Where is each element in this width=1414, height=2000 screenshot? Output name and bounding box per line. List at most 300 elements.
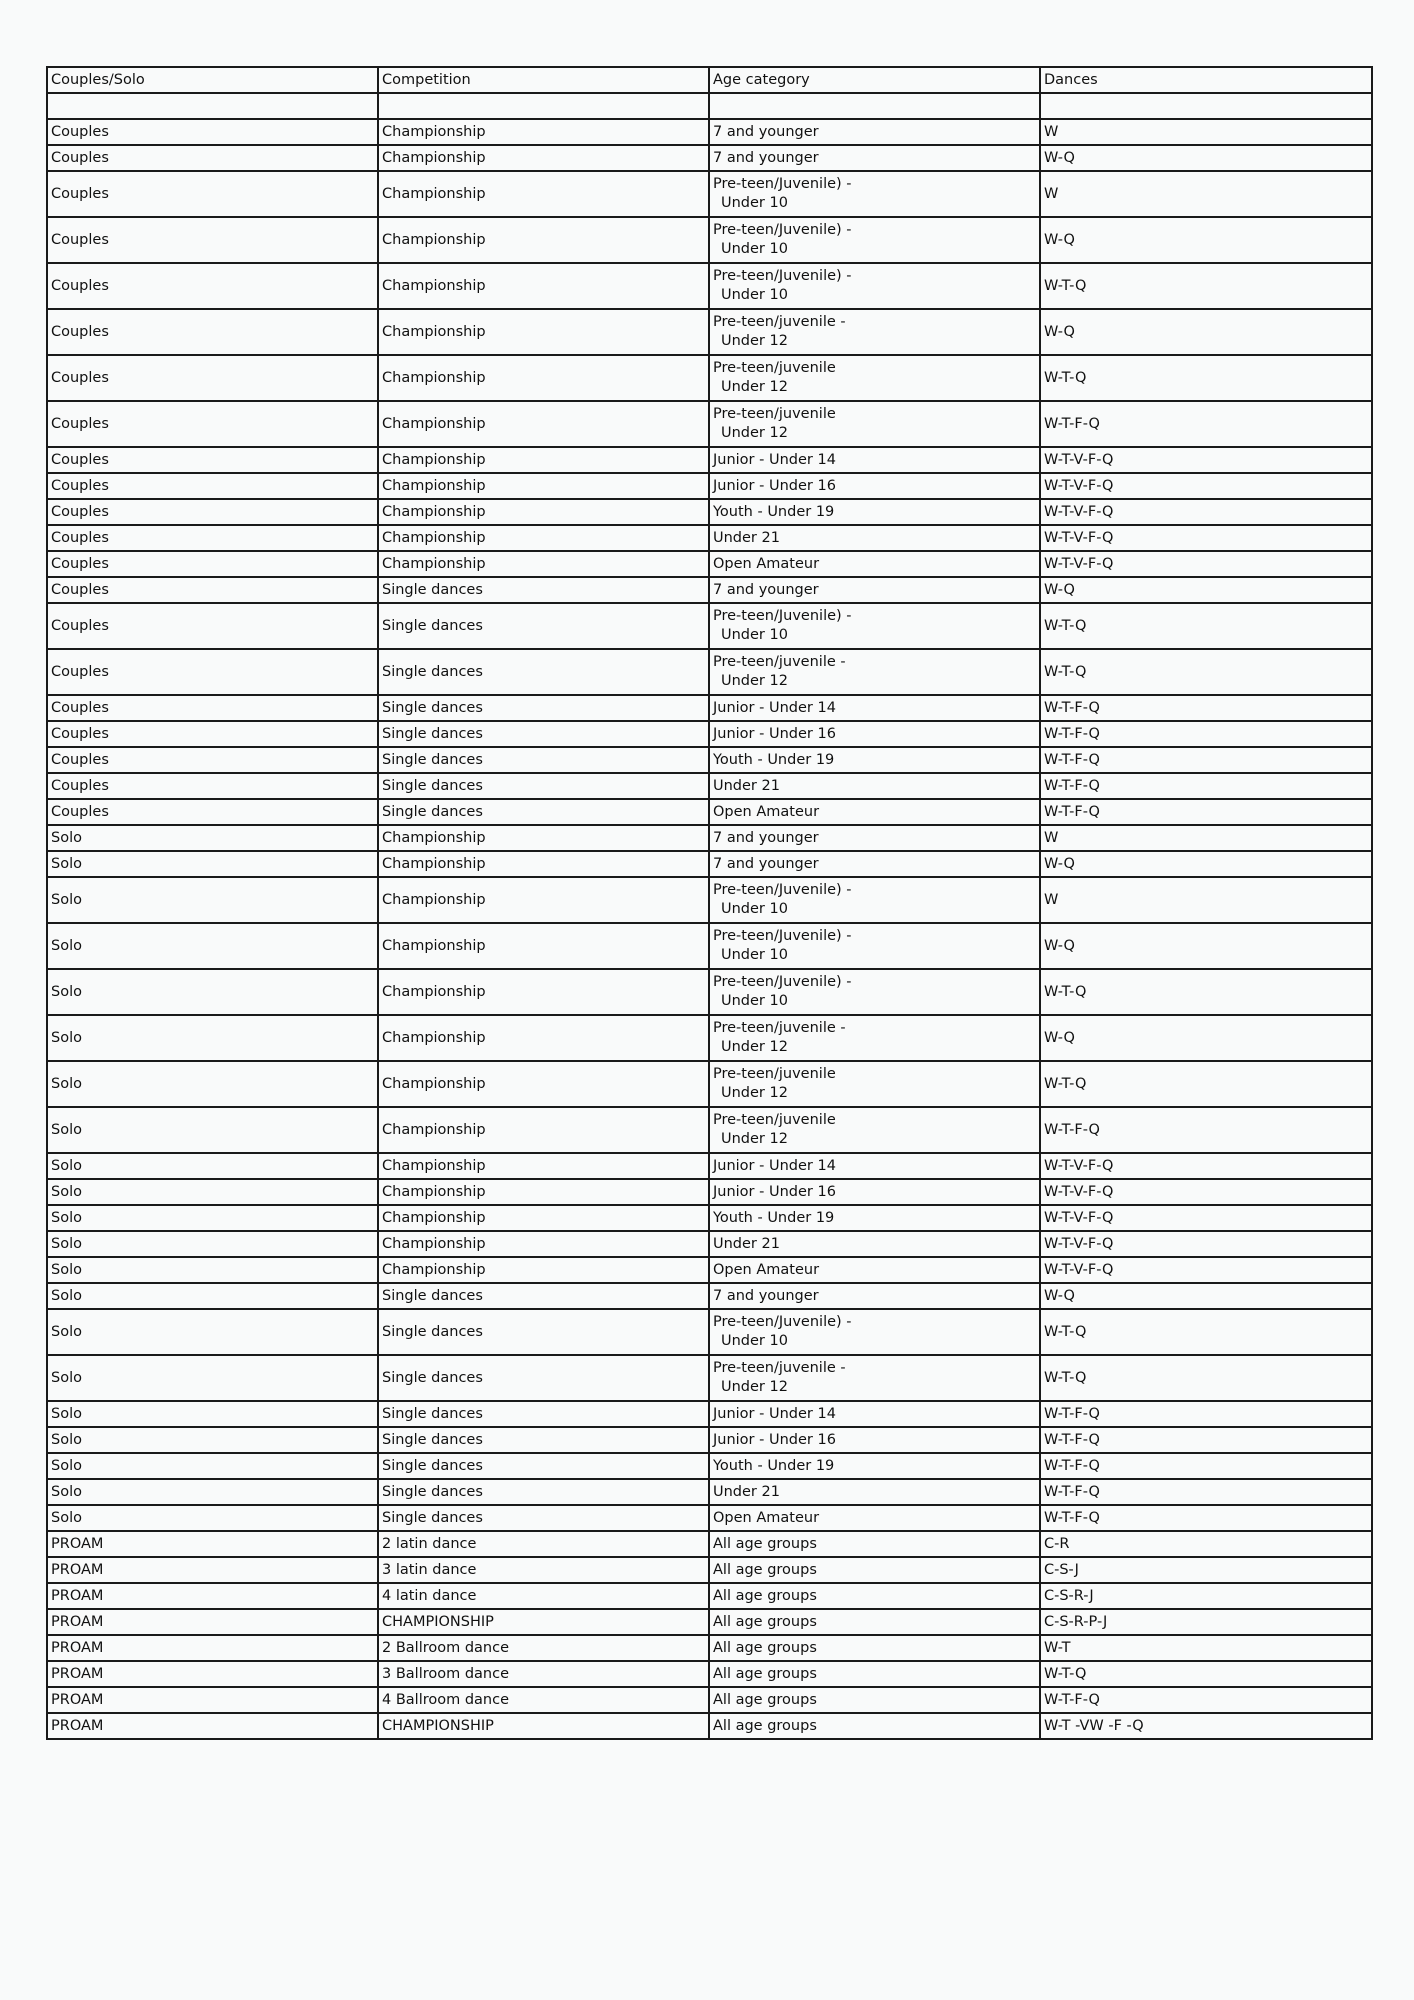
cell-couples-solo [47,447,378,473]
cell-couples-solo [47,1453,378,1479]
cell-text-line: Junior - Under 14 [713,1405,836,1422]
table-row [47,923,1372,969]
cell-competition [378,1453,709,1479]
cell-text-line: Championship [382,555,486,572]
table-row [47,263,1372,309]
table-row [47,1427,1372,1453]
cell-couples-solo [47,171,378,217]
cell-age-category [709,1283,1040,1309]
cell-text-line: W-T-Q [1044,617,1087,634]
cell-dances [1040,747,1372,773]
cell-couples-solo [47,1231,378,1257]
cell-competition [378,1231,709,1257]
cell-text-line: Under 12 [721,673,788,689]
cell-competition [378,1205,709,1231]
cell-competition [378,309,709,355]
cell-text-line: W-T-F-Q [1044,777,1100,794]
cell-age-category [709,1531,1040,1557]
cell-text-line: Championship [382,451,486,468]
table-row [47,309,1372,355]
cell-dances [1040,309,1372,355]
cell-age-category [709,649,1040,695]
table-row [47,1453,1372,1479]
cell-competition [378,145,709,171]
cell-dances [1040,401,1372,447]
table-row [47,499,1372,525]
cell-dances [1040,799,1372,825]
cell-text-line: Under 12 [721,1379,788,1395]
cell-couples-solo [47,93,378,119]
cell-text-line: Couples [51,699,109,716]
cell-dances [1040,263,1372,309]
cell-text-line: Solo [51,1431,82,1448]
cell-couples-solo [47,1283,378,1309]
cell-age-category [709,473,1040,499]
cell-text-line: Championship [382,1029,486,1046]
cell-text-line: Couples [51,277,109,294]
cell-text-line: Pre-teen/Juvenile) - [713,928,852,944]
cell-couples-solo [47,747,378,773]
cell-couples-solo [47,1531,378,1557]
cell-age-category [709,119,1040,145]
cell-text-line: W-T-Q [1044,1665,1087,1682]
cell-couples-solo [47,309,378,355]
cell-age-category [709,1635,1040,1661]
cell-text-line: W-T-F-Q [1044,699,1100,716]
cell-age-category [709,1583,1040,1609]
cell-dances [1040,119,1372,145]
cell-text-line: Solo [51,1509,82,1526]
cell-couples-solo [47,1015,378,1061]
cell-text-line: Single dances [382,1509,483,1526]
cell-age-category [709,355,1040,401]
cell-age-category [709,499,1040,525]
cell-text-line: W [1044,185,1059,202]
cell-competition [378,1061,709,1107]
cell-text-line: W-T-V-F-Q [1044,1235,1114,1252]
table-row [47,851,1372,877]
cell-text-line: W-T-Q [1044,369,1087,386]
cell-text-line: 7 and younger [713,855,819,872]
cell-text-line: Solo [51,983,82,1000]
cell-competition [378,1427,709,1453]
cell-text-line: Pre-teen/juvenile [713,1112,836,1128]
table-row [47,577,1372,603]
table-row [47,825,1372,851]
cell-age-category [709,969,1040,1015]
cell-couples-solo [47,401,378,447]
cell-text-line: PROAM [51,1717,104,1734]
table-row [47,473,1372,499]
cell-competition [378,825,709,851]
cell-competition [378,93,709,119]
cell-text-line: W-T-V-F-Q [1044,1157,1114,1174]
cell-dances [1040,1231,1372,1257]
cell-text-line: W-T-V-F-Q [1044,555,1114,572]
cell-dances [1040,1153,1372,1179]
cell-text-line: Under 12 [721,1039,788,1055]
table-row [47,355,1372,401]
cell-competition [378,1355,709,1401]
table-row [47,1661,1372,1687]
cell-dances [1040,355,1372,401]
cell-dances [1040,1205,1372,1231]
cell-text-line: 7 and younger [713,1287,819,1304]
cell-text-line: Championship [382,149,486,166]
cell-age-category [709,1713,1040,1739]
cell-competition [378,1401,709,1427]
cell-text-line: W-T-F-Q [1044,1691,1100,1708]
competition-table [46,66,1373,1740]
cell-text-line: Couples [51,803,109,820]
cell-text-line: All age groups [713,1691,817,1708]
cell-text-line: Championship [382,1157,486,1174]
cell-text-line: CHAMPIONSHIP [382,1613,494,1630]
cell-dances [1040,1179,1372,1205]
cell-age-category [709,1231,1040,1257]
cell-competition [378,447,709,473]
cell-text-line: Under 10 [721,947,788,963]
table-row [47,1531,1372,1557]
cell-competition [378,1713,709,1739]
cell-text-line: PROAM [51,1691,104,1708]
cell-text-line: Junior - Under 14 [713,699,836,716]
cell-text-line: Open Amateur [713,555,820,572]
cell-text-line: Under 10 [721,627,788,643]
cell-text-line: All age groups [713,1613,817,1630]
table-row [47,217,1372,263]
cell-text-line: All age groups [713,1587,817,1604]
cell-couples-solo [47,825,378,851]
cell-competition [378,1635,709,1661]
cell-text-line: Couples [51,369,109,386]
cell-text-line: Championship [382,369,486,386]
table-row [47,1309,1372,1355]
table-body [47,93,1372,1739]
cell-text-line: W-T-Q [1044,983,1087,1000]
cell-competition [378,171,709,217]
cell-text-line: W-Q [1044,855,1075,872]
cell-age-category [709,551,1040,577]
cell-text-line: All age groups [713,1561,817,1578]
cell-text-line: W-T-Q [1044,663,1087,680]
cell-dances [1040,1505,1372,1531]
cell-couples-solo [47,1557,378,1583]
cell-text-line: W-T [1044,1639,1071,1656]
cell-dances [1040,577,1372,603]
cell-dances [1040,1355,1372,1401]
cell-text-line: Solo [51,1323,82,1340]
cell-text-line: Pre-teen/juvenile [713,1066,836,1082]
cell-dances [1040,773,1372,799]
cell-text-line: W-T-F-Q [1044,725,1100,742]
table-row [47,145,1372,171]
table-row [47,877,1372,923]
cell-competition [378,877,709,923]
cell-dances [1040,695,1372,721]
cell-text-line: Under 12 [721,425,788,441]
cell-text-line: Youth - Under 19 [713,1209,835,1226]
table-row [47,551,1372,577]
cell-text-line: Under 10 [721,195,788,211]
header-row [47,67,1372,93]
table-row [47,1107,1372,1153]
cell-text-line: Solo [51,1457,82,1474]
cell-age-category [709,773,1040,799]
cell-text-line: Single dances [382,1287,483,1304]
cell-text-line: Solo [51,937,82,954]
cell-text-line: All age groups [713,1717,817,1734]
cell-text-line: Championship [382,415,486,432]
cell-dances [1040,603,1372,649]
cell-text-line: W-T-F-Q [1044,751,1100,768]
table-row [47,171,1372,217]
cell-dances [1040,1635,1372,1661]
cell-couples-solo [47,1609,378,1635]
table-row [47,1283,1372,1309]
cell-age-category [709,1401,1040,1427]
cell-text-line: Couples [51,555,109,572]
cell-text-line: W-Q [1044,323,1075,340]
cell-text-line: Championship [382,937,486,954]
cell-competition [378,1531,709,1557]
cell-text-line: W-Q [1044,231,1075,248]
cell-text-line: W-Q [1044,149,1075,166]
table-row [47,1401,1372,1427]
cell-text-line: Junior - Under 14 [713,451,836,468]
cell-text-line: Junior - Under 16 [713,725,836,742]
cell-age-category [709,577,1040,603]
cell-text-line: Single dances [382,803,483,820]
table-row [47,1179,1372,1205]
cell-couples-solo [47,1713,378,1739]
cell-age-category [709,1427,1040,1453]
table-row [47,1015,1372,1061]
cell-text-line: Under 21 [713,1483,780,1500]
cell-age-category [709,603,1040,649]
cell-text-line: Pre-teen/juvenile [713,406,836,422]
cell-competition [378,499,709,525]
cell-couples-solo [47,1687,378,1713]
cell-dances [1040,877,1372,923]
cell-text-line: Solo [51,1287,82,1304]
cell-text-line: Single dances [382,699,483,716]
cell-couples-solo [47,577,378,603]
cell-age-category [709,1153,1040,1179]
cell-text-line: C-S-R-P-J [1044,1613,1108,1630]
cell-couples-solo [47,217,378,263]
cell-text-line: Solo [51,829,82,846]
cell-text-line: Couples [51,415,109,432]
cell-competition [378,747,709,773]
cell-competition [378,401,709,447]
cell-text-line: Junior - Under 16 [713,477,836,494]
cell-text-line: Single dances [382,725,483,742]
cell-text-line: Junior - Under 16 [713,1431,836,1448]
table-row [47,1557,1372,1583]
cell-dances [1040,1453,1372,1479]
cell-text-line: Single dances [382,751,483,768]
cell-competition [378,217,709,263]
cell-text-line: Pre-teen/Juvenile) - [713,268,852,284]
cell-dances [1040,1583,1372,1609]
cell-text-line: Championship [382,1075,486,1092]
cell-text-line: Championship [382,829,486,846]
cell-text-line: Couples [51,123,109,140]
cell-text-line: Championship [382,1121,486,1138]
cell-text-line: PROAM [51,1639,104,1656]
cell-text-line: Under 12 [721,333,788,349]
cell-age-category [709,1015,1040,1061]
cell-text-line: W-Q [1044,1287,1075,1304]
cell-text-line: All age groups [713,1639,817,1656]
cell-competition [378,551,709,577]
cell-competition [378,119,709,145]
cell-couples-solo [47,773,378,799]
cell-text-line: Couples [51,529,109,546]
table-row [47,747,1372,773]
cell-text-line: Pre-teen/Juvenile) - [713,176,852,192]
cell-text-line: Pre-teen/juvenile - [713,314,846,330]
cell-text-line: 7 and younger [713,149,819,166]
cell-text-line: C-R [1044,1535,1070,1552]
cell-age-category [709,171,1040,217]
cell-competition [378,1583,709,1609]
cell-text-line: W-T-V-F-Q [1044,477,1114,494]
cell-dances [1040,851,1372,877]
cell-dances [1040,473,1372,499]
cell-text-line: Pre-teen/Juvenile) - [713,1314,852,1330]
table-row [47,401,1372,447]
cell-text-line: Pre-teen/juvenile [713,360,836,376]
cell-text-line: Couples [51,149,109,166]
cell-dances [1040,1531,1372,1557]
cell-text-line: Couples [51,581,109,598]
cell-text-line: Championship [382,123,486,140]
cell-competition [378,1015,709,1061]
table-row [47,1609,1372,1635]
cell-dances [1040,1661,1372,1687]
cell-text-line: Single dances [382,777,483,794]
table-row [47,447,1372,473]
cell-text-line: Couples [51,751,109,768]
cell-competition [378,649,709,695]
cell-text-line: 7 and younger [713,581,819,598]
cell-text-line: Pre-teen/Juvenile) - [713,882,852,898]
table-row [47,1583,1372,1609]
cell-competition [378,1609,709,1635]
cell-age-category [709,721,1040,747]
cell-couples-solo [47,1153,378,1179]
cell-text-line: PROAM [51,1665,104,1682]
cell-age-category [709,1505,1040,1531]
cell-dances [1040,1015,1372,1061]
cell-competition [378,773,709,799]
cell-age-category [709,145,1040,171]
table-row [47,603,1372,649]
cell-competition [378,1661,709,1687]
cell-couples-solo [47,851,378,877]
cell-text-line: 4 Ballroom dance [382,1691,510,1708]
cell-text-line: Championship [382,1183,486,1200]
cell-couples-solo [47,119,378,145]
cell-dances [1040,649,1372,695]
cell-text-line: Under 10 [721,1333,788,1349]
table-row [47,1635,1372,1661]
cell-text-line: Championship [382,503,486,520]
cell-competition [378,851,709,877]
cell-couples-solo [47,1583,378,1609]
table-row [47,649,1372,695]
cell-text-line: Pre-teen/Juvenile) - [713,608,852,624]
cell-couples-solo [47,649,378,695]
cell-text-line: W-T-Q [1044,1075,1087,1092]
cell-age-category [709,1355,1040,1401]
cell-couples-solo [47,799,378,825]
cell-text-line: All age groups [713,1665,817,1682]
cell-text-line: W-T-F-Q [1044,1431,1100,1448]
cell-age-category [709,1205,1040,1231]
cell-text-line: 7 and younger [713,123,819,140]
cell-competition [378,1153,709,1179]
cell-text-line: Solo [51,891,82,908]
cell-couples-solo [47,877,378,923]
cell-text-line: Under 10 [721,287,788,303]
cell-couples-solo [47,551,378,577]
cell-text-line: Championship [382,855,486,872]
cell-dances [1040,551,1372,577]
cell-couples-solo [47,1635,378,1661]
cell-text-line: W-T-F-Q [1044,803,1100,820]
cell-dances [1040,721,1372,747]
cell-couples-solo [47,145,378,171]
cell-text-line: W-T-F-Q [1044,415,1100,432]
cell-age-category [709,923,1040,969]
cell-text-line: Couples [51,777,109,794]
cell-couples-solo [47,923,378,969]
cell-text-line: Under 21 [713,777,780,794]
cell-text-line: Open Amateur [713,803,820,820]
table-row [47,1257,1372,1283]
cell-dances [1040,1257,1372,1283]
cell-text-line: Couples [51,231,109,248]
cell-text-line: Single dances [382,1457,483,1474]
cell-dances [1040,825,1372,851]
cell-text-line: Single dances [382,1483,483,1500]
cell-text-line: 4 latin dance [382,1587,477,1604]
cell-competition [378,473,709,499]
table-row [47,119,1372,145]
cell-couples-solo [47,1061,378,1107]
cell-text-line: Championship [382,323,486,340]
cell-dances [1040,1609,1372,1635]
cell-text-line: Pre-teen/juvenile - [713,1020,846,1036]
cell-text-line: 7 and younger [713,829,819,846]
cell-age-category [709,1309,1040,1355]
cell-age-category [709,309,1040,355]
cell-text-line: Championship [382,277,486,294]
cell-couples-solo [47,1427,378,1453]
cell-text-line: PROAM [51,1561,104,1578]
cell-competition [378,1257,709,1283]
cell-couples-solo [47,1479,378,1505]
cell-text-line: W-T-V-F-Q [1044,451,1114,468]
cell-text-line: Single dances [382,1405,483,1422]
cell-text-line: W-T-F-Q [1044,1457,1100,1474]
cell-dances [1040,1479,1372,1505]
cell-text-line: Single dances [382,1369,483,1386]
cell-dances [1040,447,1372,473]
